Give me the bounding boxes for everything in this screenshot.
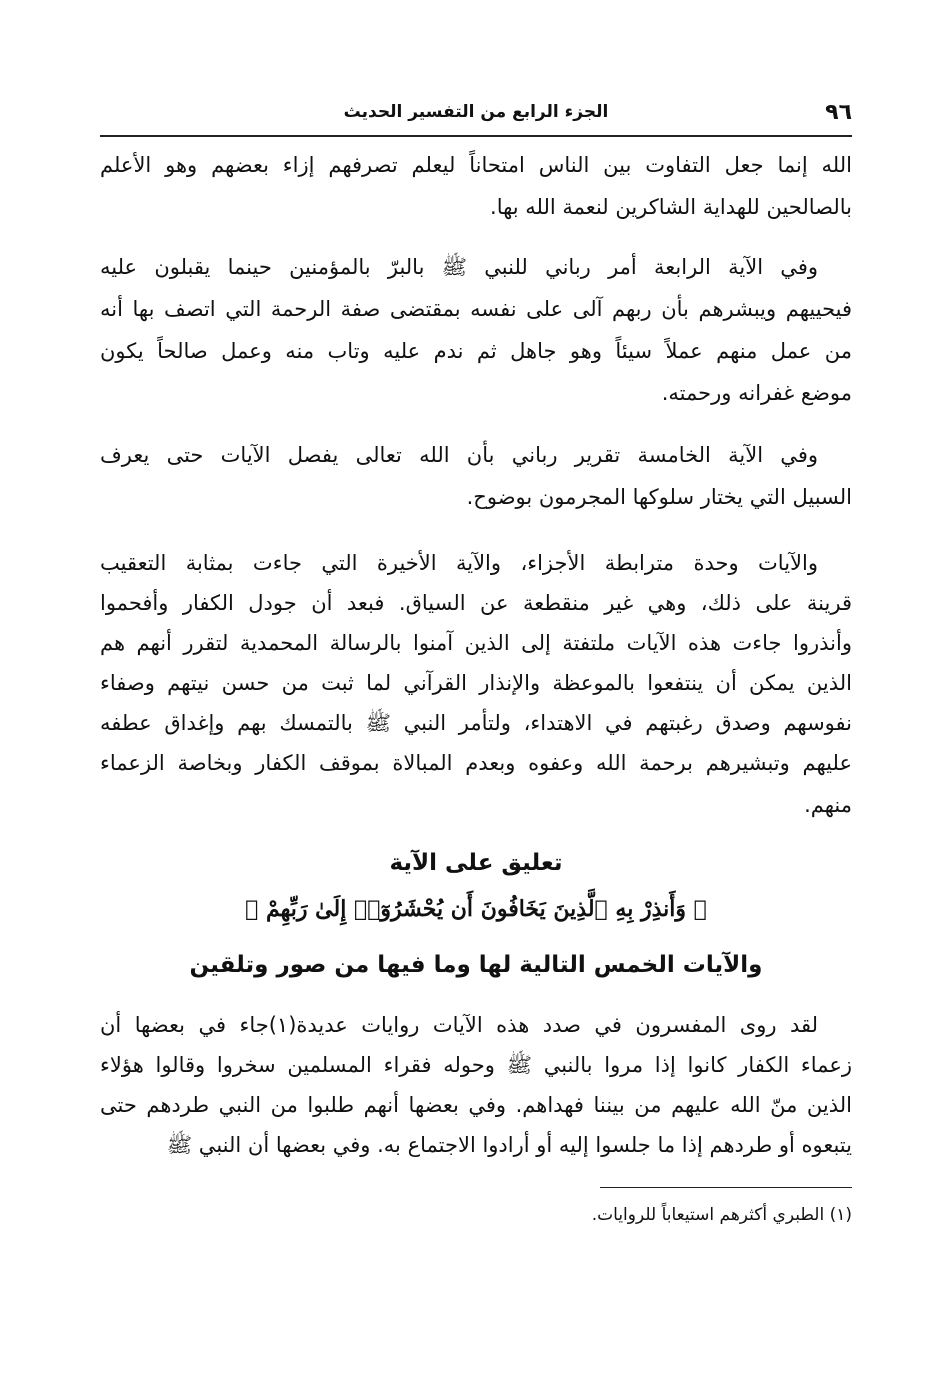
footnote: (١) الطبري أكثرهم استيعاباً للروايات. xyxy=(591,1205,852,1225)
footnote-rule xyxy=(600,1187,852,1188)
text-line: من عمل منهم عملاً سيئاً وهو جاهل ثم ندم عليه وتاب منه وعمل صالحاً يكون xyxy=(100,339,852,363)
quran-verse: ﴿ وَأَنذِرْ بِهِ ٱلَّذِينَ يَخَافُونَ أَن يُحْشَرُوٓا۟ إِلَىٰ رَبِّهِمْ ﴾ xyxy=(245,896,707,922)
text-line: وأنذروا جاءت هذه الآيات ملتفتة إلى الذين آمنوا بالرسالة المحمدية لتقرر أنهم هم xyxy=(100,631,852,655)
text-line: وفي الآية الخامسة تقرير رباني بأن الله تعالى يفصل الآيات حتى يعرف xyxy=(100,443,818,467)
section-subheading: والآيات الخمس التالية لها وما فيها من صور وتلقين xyxy=(189,952,763,978)
text-line: فيحييهم ويبشرهم بأن ربهم آلى على نفسه بمقتضى صفة الرحمة التي اتصف بها أنه xyxy=(100,297,852,321)
running-header xyxy=(100,100,852,130)
text-line: زعماء الكفار كانوا إذا مروا بالنبي ﷺ وحوله فقراء المسلمين سخروا وقالوا هؤلاء xyxy=(100,1053,852,1077)
text-line: لقد روى المفسرون في صدد هذه الآيات روايات عديدة(١)جاء في بعضها أن xyxy=(100,1013,818,1037)
text-line: عليهم وتبشيرهم برحمة الله وعفوه وبعدم المبالاة بموقف الكفار وبخاصة الزعماء xyxy=(100,751,852,775)
text-line: الله إنما جعل التفاوت بين الناس امتحاناً ليعلم تصرفهم إزاء بعضهم وهو الأعلم xyxy=(100,153,852,177)
text-line: موضع غفرانه ورحمته. xyxy=(661,381,852,405)
header-rule xyxy=(100,135,852,137)
page-number: ٩٦ xyxy=(825,100,852,125)
text-line: يتبعوه أو طردهم إذا ما جلسوا إليه أو أرادوا الاجتماع به. وفي بعضها أن النبي ﷺ xyxy=(166,1133,852,1157)
text-line: الذين يمكن أن ينتفعوا بالموعظة والإنذار القرآني لما ثبت من حسن نيتهم وصفاء xyxy=(100,671,852,695)
text-line: وفي الآية الرابعة أمر رباني للنبي ﷺ بالبرّ بالمؤمنين حينما يقبلون عليه xyxy=(100,255,818,279)
text-line: بالصالحين للهداية الشاكرين لنعمة الله بها. xyxy=(490,195,852,219)
text-line: والآيات وحدة مترابطة الأجزاء، والآية الأخيرة التي جاءت بمثابة التعقيب xyxy=(100,551,818,575)
text-line: السبيل التي يختار سلوكها المجرمون بوضوح. xyxy=(466,485,852,509)
text-line: الذين منّ الله عليهم من بيننا فهداهم. وفي بعضها أنهم طلبوا من النبي طردهم حتى xyxy=(100,1093,852,1117)
text-line: نفوسهم وصدق رغبتهم في الاهتداء، ولتأمر النبي ﷺ بالتمسك بهم وإغداق عطفه xyxy=(100,711,852,735)
text-line: قرينة على ذلك، وهي غير منقطعة عن السياق. فبعد أن جودل الكفار وأفحموا xyxy=(100,591,852,615)
section-heading: تعليق على الآية xyxy=(389,850,563,876)
header-title: الجزء الرابع من التفسير الحديث xyxy=(343,102,609,122)
text-line: منهم. xyxy=(804,793,852,817)
